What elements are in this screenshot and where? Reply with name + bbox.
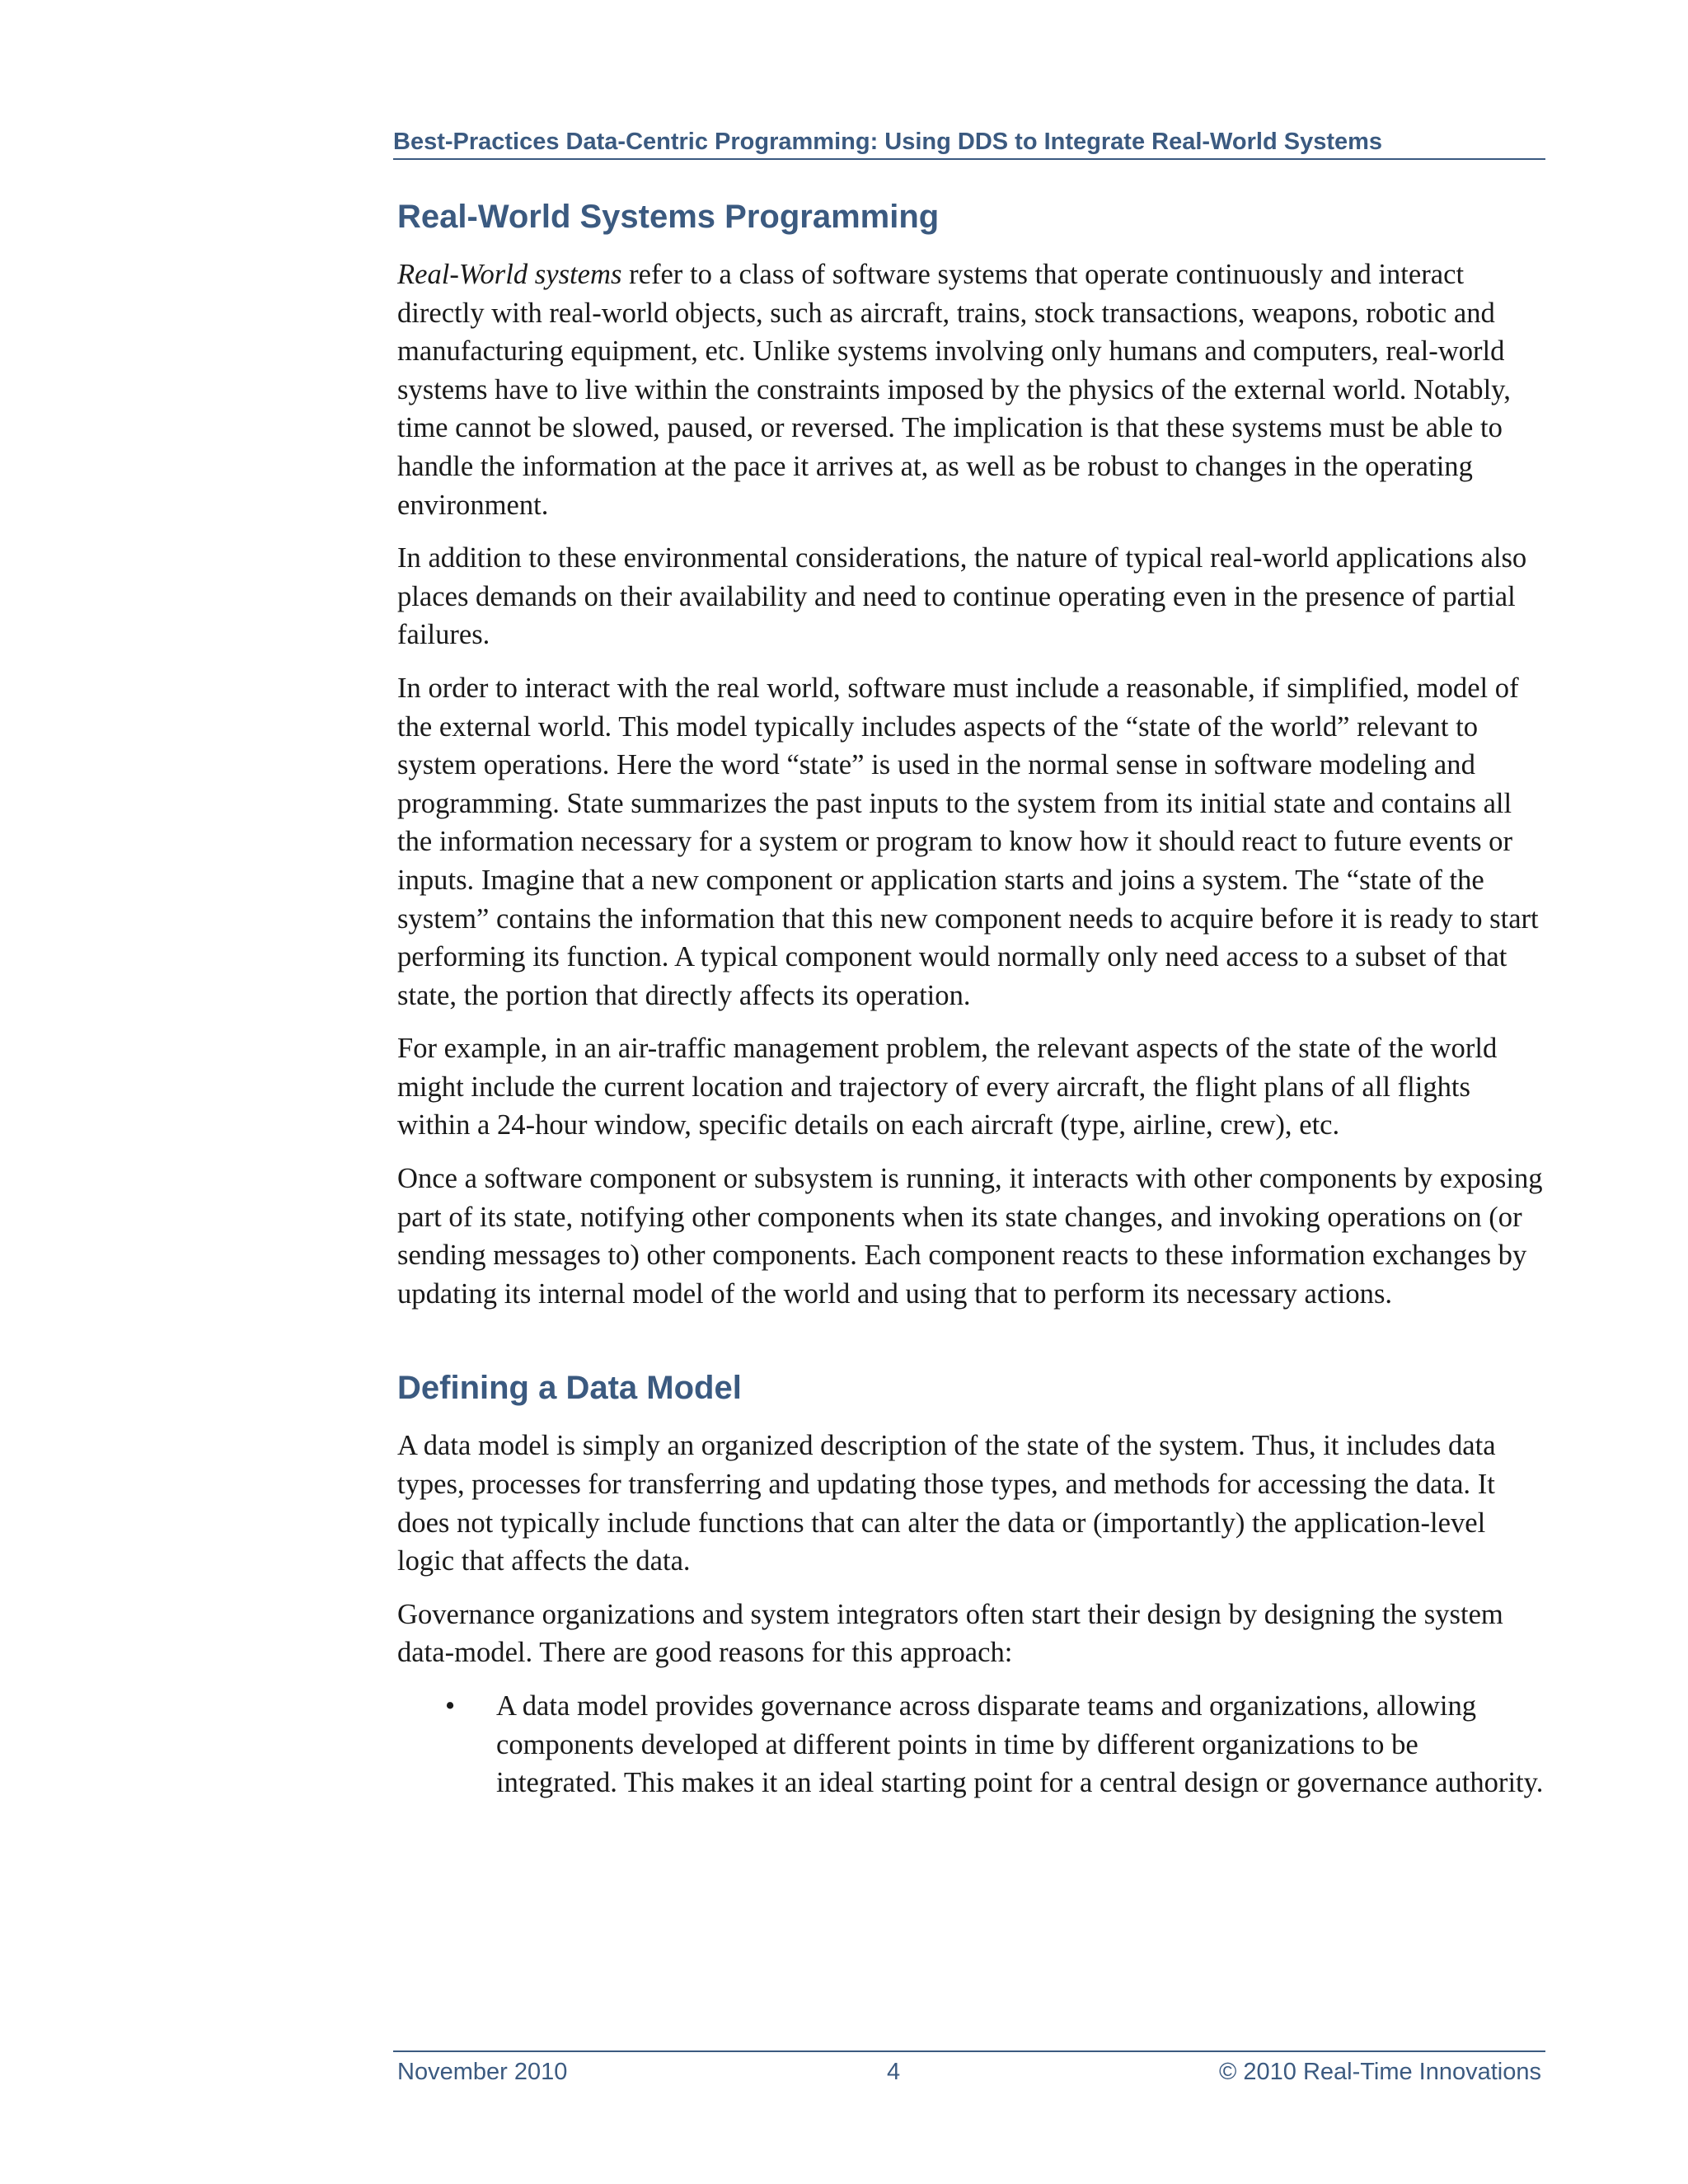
footer-rule <box>393 2050 1545 2052</box>
section-heading-data-model: Defining a Data Model <box>397 1370 742 1407</box>
page-number: 4 <box>887 2059 901 2085</box>
page-content <box>397 191 1545 1802</box>
bullet-list <box>397 1687 1545 1802</box>
bullet-icon: • <box>445 1690 456 1722</box>
paragraph: For example, in an air-traffic management problem, the relevant aspects of the state of the world might include the current location and trajectory of every aircraft, the flight plans of all flights within a 24-hour window, specific details on each aircraft (type, airline, crew), etc. <box>397 1033 1498 1141</box>
page-footer <box>397 2055 1541 2088</box>
paragraph <box>397 255 1545 524</box>
header-rule <box>393 158 1545 160</box>
footer-date: November 2010 <box>397 2059 568 2085</box>
paragraph: A data model is simply an organized description of the state of the system. Thus, it includes data types, processes for transferring and updating those types, and methods for accessing the data. It does not typically include functions that can alter the data or (importantly) the application-level logic that affects the data. <box>397 1430 1496 1577</box>
section-heading-real-world-systems: Real-World Systems Programming <box>397 199 940 235</box>
footer-copyright: © 2010 Real-Time Innovations <box>1218 2059 1541 2085</box>
running-header: Best-Practices Data-Centric Programming: Using DDS to Integrate Real-World Systems <box>393 129 1383 155</box>
emphasized-term: Real-World systems <box>397 259 622 290</box>
paragraph: In addition to these environmental considerations, the nature of typical real-world applications also places demands on their availability and need to continue operating even in the presence of partial failures. <box>397 542 1527 651</box>
paragraph-text: refer to a class of software systems that operate continuously and interact directly with real-world objects, such as aircraft, trains, stock transactions, weapons, robotic and manufacturing equipment, etc. Unlike systems involving only humans and computers, real-world systems have to live within the constraints imposed by the physics of the external world. Notably, time cannot be slowed, paused, or reversed. The implication is that these systems must be able to handle the information at the pace it arrives at, as well as be robust to changes in the operating environment. <box>397 259 1511 521</box>
paragraph: In order to interact with the real world, software must include a reasonable, if simplified, model of the external world. This model typically includes aspects of the “state of the world” relevant to system operations. Here the word “state” is used in the normal sense in software modeling and programming. State summarizes the past inputs to the system from its initial state and contains all the information necessary for a system or program to know how it should react to future events or inputs. Imagine that a new component or application starts and joins a system. The “state of the system” contains the information that this new component needs to acquire before it is ready to start performing its function. A typical component would normally only need access to a subset of that state, the portion that directly affects its operation. <box>397 672 1539 1011</box>
bullet-text: A data model provides governance across disparate teams and organizations, allowing components developed at different points in time by different organizations to be integrated. This makes it an ideal starting point for a central design or governance authority. <box>496 1690 1544 1799</box>
paragraph: Once a software component or subsystem is running, it interacts with other components by exposing part of its state, notifying other components when its state changes, and invoking operations on (or sending messages to) other components. Each component reacts to these information exchanges by updating its internal model of the world and using that to perform its necessary actions. <box>397 1163 1543 1310</box>
bullet-item <box>397 1687 1545 1802</box>
paragraph: Governance organizations and system integrators often start their design by designing the system data-model. There are good reasons for this approach: <box>397 1598 1503 1669</box>
